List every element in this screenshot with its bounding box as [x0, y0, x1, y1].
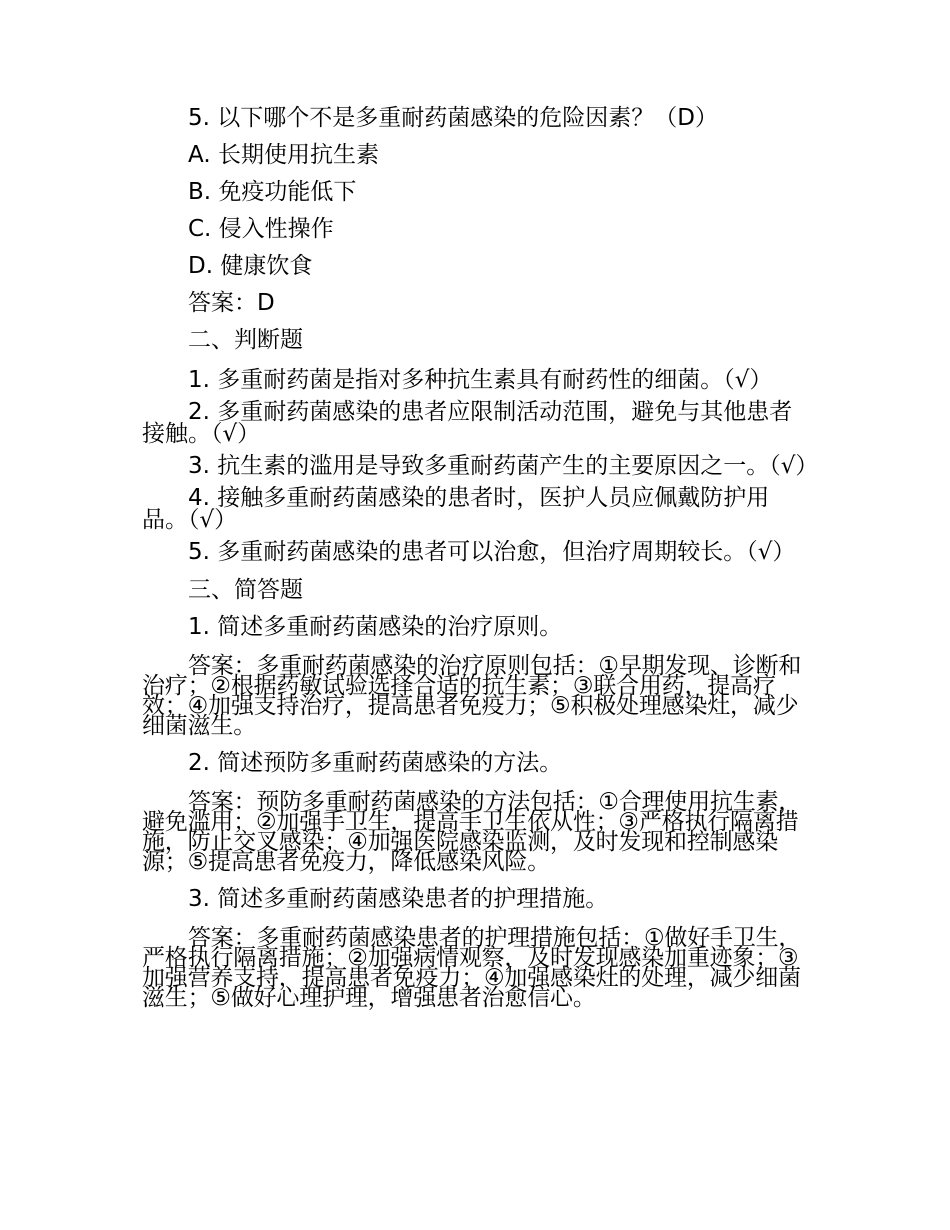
question-5: 5. 以下哪个不是多重耐药菌感染的危险因素？（D）	[188, 105, 718, 131]
judgement-item-1: 1. 多重耐药菌是指对多种抗生素具有耐药性的细菌。（√）	[188, 367, 773, 393]
option-b: B. 免疫功能低下	[188, 179, 357, 205]
short-answer-1: 答案：多重耐药菌感染的治疗原则包括：①早期发现、诊断和治疗；②根据药敏试验选择合适的抗生素；③联合用药，提高疗效；④加强支持治疗，提高患者免疫力；⑤积极处理感染灶，减少细菌滋生。	[142, 653, 802, 739]
short-question-3: 3. 简述多重耐药菌感染患者的护理措施。	[188, 886, 609, 912]
short-answer-2: 答案：预防多重耐药菌感染的方法包括：①合理使用抗生素，避免滥用；②加强手卫生，提高手卫生依从性；③严格执行隔离措施，防止交叉感染；④加强医院感染监测，及时发现和控制感染源；⑤提高患者免疫力，降低感染风险。	[142, 789, 802, 875]
option-c: C. 侵入性操作	[188, 216, 334, 242]
short-question-1: 1. 简述多重耐药菌感染的治疗原则。	[188, 614, 563, 640]
option-a: A. 长期使用抗生素	[188, 142, 379, 168]
judgement-item-3: 3. 抗生素的滥用是导致多重耐药菌产生的主要原因之一。（√）	[188, 453, 819, 479]
short-answer-3: 答案：多重耐药菌感染患者的护理措施包括：①做好手卫生，严格执行隔离措施；②加强病情观察，及时发现感染加重迹象；③加强营养支持，提高患者免疫力；④加强感染灶的处理，减少细菌滋生；⑤做好心理护理，增强患者治愈信心。	[142, 925, 802, 1011]
document-page	[142, 100, 819, 1017]
answer-5: 答案：D	[188, 290, 275, 316]
option-d: D. 健康饮食	[188, 253, 313, 279]
section-heading-short-answer: 三、简答题	[188, 577, 303, 603]
judgement-item-2: 2. 多重耐药菌感染的患者应限制活动范围，避免与其他患者接触。（√）	[142, 399, 793, 447]
judgement-item-5: 5. 多重耐药菌感染的患者可以治愈，但治疗周期较长。（√）	[188, 539, 796, 565]
judgement-item-4: 4. 接触多重耐药菌感染的患者时，医护人员应佩戴防护用品。（√）	[142, 485, 770, 533]
section-heading-judgement: 二、判断题	[188, 327, 303, 353]
short-question-2: 2. 简述预防多重耐药菌感染的方法。	[188, 750, 563, 776]
